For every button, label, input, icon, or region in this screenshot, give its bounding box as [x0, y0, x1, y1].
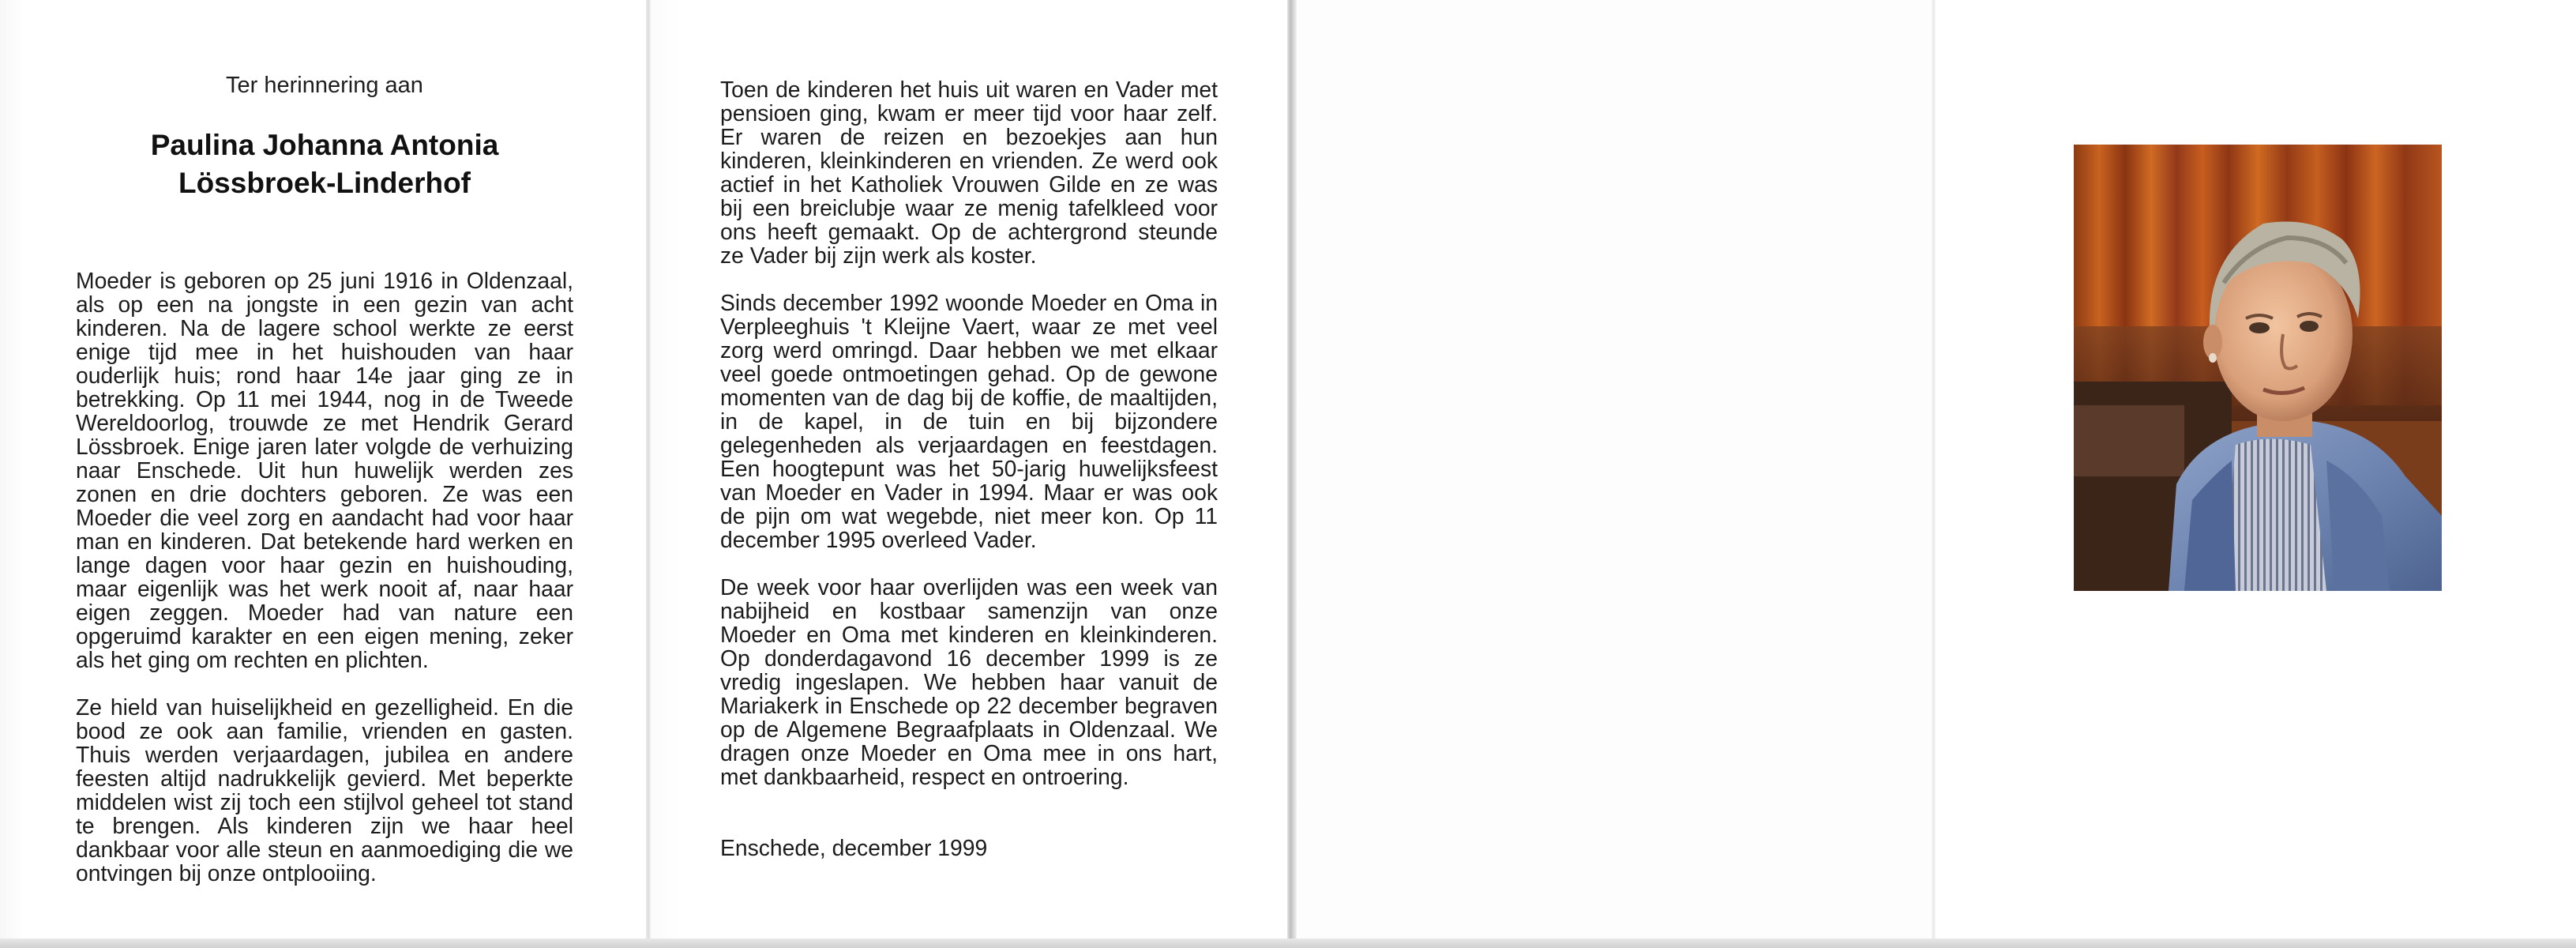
name-line-1: Paulina Johanna Antonia: [150, 129, 499, 161]
deceased-name: [76, 126, 573, 202]
blank-panel: [1295, 0, 1933, 940]
intro-line: Ter herinnering aan: [226, 73, 423, 98]
paragraph: Moeder is geboren op 25 juni 1916 in Oldenzaal, als op een na jongste in een gezin van acht kinderen. Na de lagere school werkte ze eerst enige tijd mee in het huishouden van haar ouderlijk huis; rond haar 14e jaar ging ze in betrekking. Op 11 mei 1944, nog in de Tweede Wereldoorlog, trouwde ze met Hendrik Gerard Lössbroek. Enige jaren later volgde de verhuizing naar Enschede. Uit hun huwelijk werden zes zonen en drie dochters geboren. Ze was een Moeder die veel zorg en aandacht had voor haar man en kinderen. Dat betekende hard werken en lange dagen voor haar gezin en huishouding, maar eigenlijk was het werk nooit af, naar haar eigen zeggen. Moeder had van nature een opgeruimd karakter en een eigen mening, zeker als het ging om rechten en plichten.: [76, 268, 573, 672]
card-bottom-edge: [0, 939, 2576, 948]
name-line-2: Lössbroek-Linderhof: [178, 167, 471, 199]
card-fold: [1932, 0, 1936, 948]
paragraph: Ze hield van huiselijkheid en gezelligheid. En die bood ze ook aan familie, vrienden en gasten. Thuis werden verjaardagen, jubilea en andere feesten altijd nadrukkelijk gevierd. Met beperkte middelen wist zij toch een stijlvol geheel tot stand te brengen. Als kinderen zijn we haar heel dankbaar voor alle steun en aanmoediging die we ontvingen bij onze ontplooiing.: [76, 694, 573, 886]
card-fold: [646, 0, 651, 948]
card-fold: [1287, 0, 1297, 948]
paragraph: Sinds december 1992 woonde Moeder en Oma in Verpleeghuis 't Kleijne Vaert, waar ze met veel zorg werd omringd. Daar hebben we met elkaar veel goede ontmoetingen gehad. Op de gewone momenten van de dag bij de koffie, de maaltijden, in de kapel, in de tuin en bij bijzondere gelegenheden als verjaardagen en feestdagen. Een hoogtepunt was het 50-jarig huwelijksfeest van Moeder en Vader in 1994. Maar er was ook de pijn om wat wegebde, niet meer kon. Op 11 december 1995 overleed Vader.: [720, 290, 1218, 552]
portrait-photo: [2074, 145, 2442, 591]
left-column-text: [76, 269, 573, 908]
place-date-line: Enschede, december 1999: [720, 835, 988, 860]
paragraph: Toen de kinderen het huis uit waren en Vader met pensioen ging, kwam er meer tijd voor haar zelf. Er waren de reizen en bezoekjes aan hun kinderen, kleinkinderen en vrienden. Ze werd ook actief in het Katholiek Vrouwen Gilde en ze was bij een breiclubje waar ze menig tafelkleed voor ons heeft gemaakt. Op de achtergrond steunde ze Vader bij zijn werk als koster.: [720, 77, 1218, 268]
paragraph: De week voor haar overlijden was een week van nabijheid en kostbaar samenzijn van onze Moeder en Oma met kinderen en kleinkinderen. Op donderdagavond 16 december 1999 is ze vredig ingeslapen. We hebben haar vanuit de Mariakerk in Enschede op 22 december begraven op de Algemene Begraafplaats in Oldenzaal. We dragen onze Moeder en Oma mee in ons hart, met dankbaarheid, respect en ontroering.: [720, 574, 1218, 789]
portrait-illustration: [2074, 145, 2442, 591]
right-column-text: [720, 77, 1218, 812]
